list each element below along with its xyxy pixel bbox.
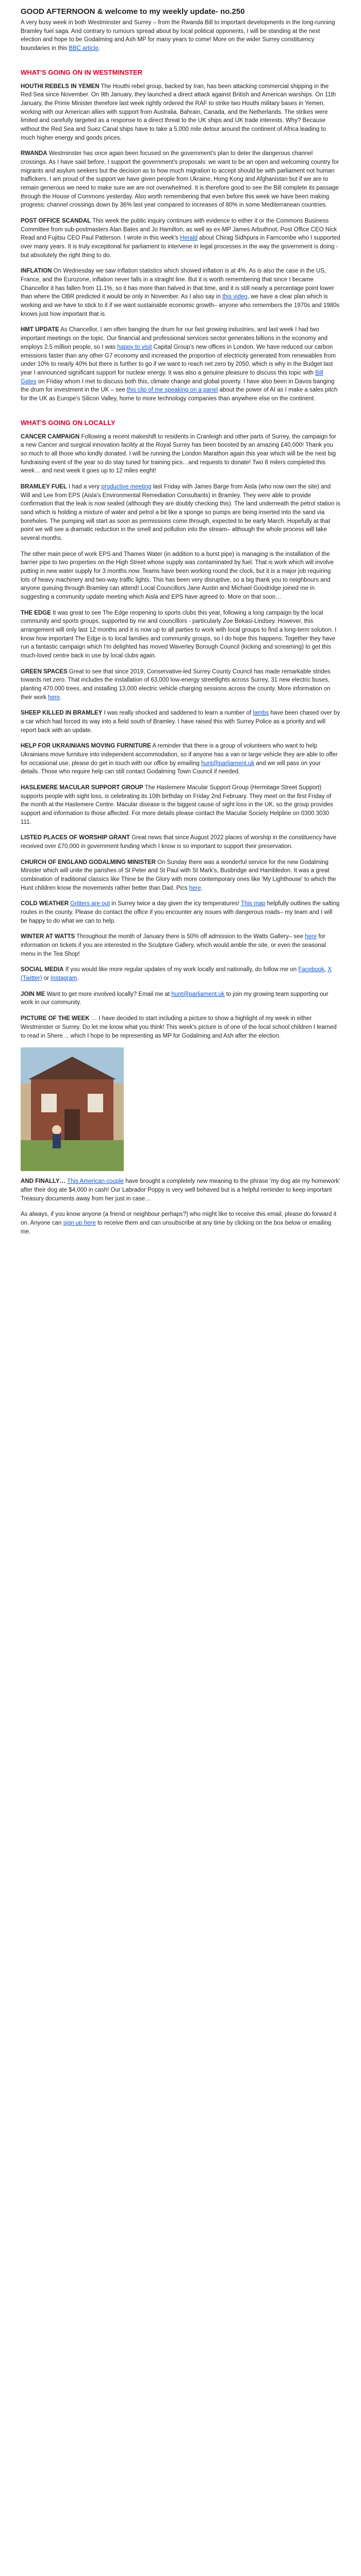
news-item [21,326,340,403]
sections [21,69,340,1040]
inline-link[interactable]: Facebook [298,967,324,973]
news-item [21,483,340,543]
inline-link[interactable]: lambs [253,710,269,717]
text-run: . [60,694,62,701]
inline-link[interactable]: productive meeting [101,483,152,490]
news-item [21,933,340,958]
inline-link[interactable]: Gritters are out [70,901,110,907]
text-run: last Friday with James Barge from Aisla (who now own the site) and Will and Lee from EPS (Aisla's Environmental Remediation Consultants) in Bramley. They were able to provide confirmation that the leak is now sealed (although they are doubly checking this). The land underneath the petrol station is sand which is holding a mixture of water and petrol a bit like a sponge so pumps are being inserted into the sand via boreholes. The pumping will start as soon as permissions come through, expected to be early March. Hopefully at that point we will see a dramatic reduction in the smell and pollution into the stream– although the whole process will take several months. [21,483,340,541]
text-run: Want to get more involved locally? Email me at [45,991,172,997]
text-run: and we will pass on your details. Those who require help can still contact Godalming Town Council if needed. [21,760,321,775]
news-item [21,609,340,660]
news-item [21,217,340,260]
news-item [21,965,340,982]
inline-link[interactable]: this video [222,294,248,300]
text-run: On Wednesday we saw inflation statistics which showed inflation is at 4%. As is also the case in the US, France, and the Eurozone, inflation never falls in a straight line. But it is worth remembering that since I became Chancellor it has fallen from 11.1%, so it has more than halved in that time, and it is still nearly a percentage point lower than where the OBR predicted it would be only in November. As I also say in [21,268,334,300]
news-item [21,550,340,602]
news-item [21,709,340,735]
page-title: GOOD AFTERNOON & welcome to my weekly update- no.250 [21,7,245,16]
news-item [21,742,340,776]
intro-paragraph [21,19,340,53]
footer-paragraph [21,1210,340,1236]
text-run: . [77,975,79,982]
item-lead: HASLEMERE MACULAR SUPPORT GROUP [21,785,143,791]
news-item [21,900,340,925]
text-run: , [324,967,328,973]
text-run: I had a very [67,483,102,490]
text-run: Following a recent makeshift to residents in Cranleigh and other parts of Surrey, the campaign for a new Cancer and surgical innovation facility at the Royal Surrey has been boosted by an amazing £40,000! Thank you so much to all those who kindly donated. I will be running the London Marathon again this year which will be the next big fundraising event of the year so do stay tuned for training pics…and requests to donate! Two 8 milers completed this week… and next week it goes up to 12 miles eeght! [21,433,336,474]
text-run: The Houthi rebel group, backed by Iran, has been attacking commercial shipping in the Red Sea since November. On 9th January, they launched a direct attack against British and American warships. On 11th January, the Prime Minister therefore last week rightly ordered the RAF to strike two Houthi military bases in Yemen, working with our American allies with support from Australia, Bahrain, Canada, and the Netherlands. The strikes were limited and carefully targeted as a response to a direct threat to the UK ships and UK trade interests. Why? Because without the Red Sea and Suez Canal ships have to take a 5,000 mile detour around the continent of Africa leading to much higher energy and goods prices. [21,83,336,141]
text-run: helpfully outlines the salting routes in the county. Please do contact the office if you encounter any issues with dangerous roads– my team and I will be happy to do what we can to help. [21,901,340,924]
text-run: or [42,975,51,982]
text-run: about the power of AI as I make a sales pitch for the UK as Europe's Silicon Valley, home to more technology companies than anywhere else on the continent. [21,387,338,402]
item-lead: RWANDA [21,150,47,157]
item-lead: SHEEP KILLED IN BRAMLEY [21,710,103,717]
text-run: As Chancellor, I am often banging the drum for our fast growing industries, and last week I had two important meetings on the topic. Our financial and professional services sector generates billions in the economy and employs 2.5 million people, so I was [21,327,328,350]
text-run: , we have a clear plan which is working and we have to stick to it if we want sustainable economic growth– anyone who remembers the 1970s and 1980s knows just how important that is. [21,294,340,317]
inline-link[interactable]: this clip of me speaking on a panel [126,387,218,394]
section-heading: WHAT'S GOING ON IN WESTMINSTER [21,68,143,76]
text-run: for information on tickets if you are interested in the Sculpture Gallery, which would amble the site, or even the seasonal menu in the Tea Shop! [21,934,326,957]
inline-link[interactable]: X (Twitter) [21,967,332,982]
news-item [21,834,340,851]
text-run: about Chirag Sidhpura in Farncombe who I supported over many years. It is truly exceptional for parliament to intervene in legal processes in the way the government is doing - but absolutely the right thing to do. [21,235,340,259]
text-run: As always, if you know anyone (a friend or neighbour perhaps?) who might like to receive this email, please do forward it on. Anyone can [21,1211,337,1226]
item-lead: BRAMLEY FUEL [21,483,67,490]
text-run: A very busy week in both Westminster and Surrey – from the Rwanda Bill to important developments in the long-running Bramley fuel saga. And contrary to rumours spread about by local political opponents, I will be standing at the next election and hope to be Godalming and Ash MP for many years to come! More on the wider Surrey constituency boundaries in this [21,20,335,52]
item-lead: POST OFFICE SCANDAL [21,218,91,225]
inline-link[interactable]: This American couple [67,1178,124,1185]
item-lead: JOIN ME [21,991,45,997]
item-lead: GREEN SPACES [21,668,68,675]
inline-link[interactable]: sign up here [63,1219,96,1226]
news-item [21,858,340,893]
news-item [21,149,340,210]
section-heading: WHAT'S GOING ON LOCALLY [21,418,116,427]
inline-link[interactable]: here [305,934,317,940]
text-run: in Surrey twice a day given the icy temperatures! [109,901,241,907]
text-run: On Sunday there was a wonderful service for the new Godalming Minister which will unite the parishes of St Peter and St Paul with St Mark's, Busbridge and Hambledon. It was a great combination of traditional classics like Thine be the Glory with more contemporary ones like 'My Lighthouse' to which the Hunt children know the movements rather better than Dad. Pics [21,859,336,891]
text-run: This week the public inquiry continues with evidence to either it or the Commons Business Committee from sub-postmasters Alan Bates and Jo Hamilton, as well as ex-MP James Arbuthnot, Post Office CEO Nick Read and Fujitsu CEO Paul Patterson. I wrote in this week's [21,218,337,242]
photo-image [21,1047,124,1171]
item-lead: COLD WEATHER [21,901,69,907]
text-run: have been chased over by a car which had forced its way into a field south of Bramley. I have raised this with Surrey Police as a priority and will report back with an update. [21,710,340,734]
text-run: . [201,885,203,891]
item-lead: AND FINALLY… [21,1178,66,1185]
news-item [21,433,340,476]
news-item [21,784,340,826]
text-run: to join my growing team supporting our work in our community. [21,991,329,1006]
inline-link[interactable]: This map [241,901,266,907]
inline-link[interactable]: happy to visit [117,344,152,350]
inline-link[interactable]: here [189,885,201,891]
news-item [21,1014,340,1040]
item-lead: INFLATION [21,268,52,275]
text-run: The Haslemere Macular Support Group (Hermitage Street Support) supports people with sight loss, is celebrating its 10th birthday on Friday 2nd February. They meet on the first Friday of the month at the Haslemere Centre. Macular disease is the biggest cause of sight loss in the UK, so the group provides support and information to those affected. For more details please contact the Macular Society Helpline on 0300 3030 111. [21,785,333,825]
news-item [21,990,340,1007]
inline-link[interactable]: Bill Gates [21,369,323,385]
inline-link[interactable]: BBC article [69,45,99,52]
item-lead: SOCIAL MEDIA [21,967,64,973]
item-lead: CHURCH OF ENGLAND GODALMING MINISTER [21,859,156,866]
newsletter [21,0,340,1236]
news-item [21,82,340,143]
text-run: Capital Group's new offices in London. We have reduced our carbon emissions faster than any other G7 economy and increased the proportion of electricity generated from renewables from under 10% to nearly 40% but there is further to go if we want to reach net zero by 2050, which is why in the Budget last year I announced significant support for nuclear energy. It was also a genuine pleasure to discuss this topic with [21,344,336,376]
item-lead: HOUTHI REBELS IN YEMEN [21,83,100,90]
text-run: . [98,45,101,52]
item-lead: THE EDGE [21,609,51,616]
text-run: It was great to see The Edge reopening to sports clubs this year, following a long campaign by the local community and sports groups, supported by me and councillors - particularly Zoe Bekasi-Lindsey. However, this arrangement will only last 12 months and it is now up to all parties to work with local groups to find a long-term solution. I know how important The Edge is to local families and community groups, so I do hope this happens. Together they have run a fantastic campaign which I'm delighted has moved Waverley Borough Council (kicking and screaming) to get this much-loved centre back in use by local clubs again. [21,609,337,659]
text-run: Westminster has once again been focused on the government's plan to deter the dangerous channel crossings. As I have said before, I support the government's proposals: we want to be an open and welcoming country for migrants and asylum seekers but the decision as to how much migration to accept should be with parliament not human traffickers. I am proud of the support we have given people from Ukraine, Hong Kong and Afghanistan but if we are to remain generous we need to make sure we are not overwhelmed. It is therefore good to see the Bill complete its passage through the House of Commons yesterday. Also worth remembering that even before this week we have been making progress: channel crossings down by 36% last year compared to increases of 80% in some Mediterranean countries. [21,150,339,209]
text-run: The other main piece of work EPS and Thames Water (in addition to a burst pipe) is managing is the installation of the barrier pipe to two properties on the High Street whose supply was contaminated by fuel. That is work which will involve putting in new water supply for 3 months now. Teams have been working round the clock, but it is a major job requiring lots of heavy machinery and two-way traffic lights. This has been very disruptive, so a big thank you to neighbours and anyone queuing through Bramley can attend! Local Councillors Jane Austin and Michael Goodridge joined me in suggesting a community update meeting which Aisla and EPS have agreed to. More on that soon… [21,551,334,600]
inline-link[interactable]: Instagram [51,975,77,982]
text-run: … I have decided to start including a picture to show a highlight of my week in either Westminster or Surrey. Do let me know what you think! This week's picture is of one of the local school children I learned to read in Shere… which I hope to be representing as MP for Godalming and Ash after the election. [21,1015,337,1039]
text-run: have brought a completely new meaning to the phrase 'my dog ate my homework' after their dog ate $4,000 in cash! Our Labrador Poppy is very well behaved but is a helpful reminder to keep important Treasury documents away from her just in case… [21,1178,340,1202]
item-lead: CANCER CAMPAIGN [21,433,80,440]
item-lead: LISTED PLACES OF WORSHIP GRANT [21,835,130,841]
inline-link[interactable]: hunt@parliament.uk [171,991,225,997]
item-lead: PICTURE OF THE WEEK [21,1015,90,1022]
text-run: If you would like more regular updates of my work locally and nationally, do follow me on [63,967,299,973]
inline-link[interactable]: hunt@parliament.uk [201,760,255,767]
news-item [21,267,340,318]
text-run: A reminder that there is a group of volunteers who want to help Ukrainians move furniture into independent accommodation, so if anyone has a van or large vehicle they are able to offer for occasional use, please do get in touch with our office by emailing [21,743,338,767]
text-run: to receive them and can unsubscribe at any time by clicking on the box below or emailing me. [21,1219,332,1235]
text-run: Great to see that since 2019, Conservative-led Surrey County Council has made remarkable strides towards net zero. That includes the installation of 63,000 low-energy streetlights across Surrey, 31 new electric buses, planting 470,000 trees, and installing 13,000 electric vehicle charging sessions across the county. More information on their work [21,668,331,701]
text-run: I was really shocked and saddened to learn a number of [102,710,253,717]
item-lead: HMT UPDATE [21,327,59,333]
inline-link[interactable]: Herald [180,235,198,242]
news-item [21,668,340,702]
and-finally-paragraph [21,1177,340,1203]
item-lead: WINTER AT WATTS [21,934,75,940]
item-lead: HELP FOR UKRAINIANS MOVING FURNITURE [21,743,151,750]
text-run: Throughout the month of January there is 50% off admission to the Watts Gallery– see [75,934,305,940]
text-run: Great news that since August 2022 places of worship in the constituency have received over £70,000 in government funding which I know is so important to support their preservation. [21,835,337,850]
inline-link[interactable]: here [48,694,60,701]
text-run: on Friday whom I met to discuss both this, climate change and global poverty. I have also been in Davos banging the drum for investment in the UK – see [21,378,335,394]
